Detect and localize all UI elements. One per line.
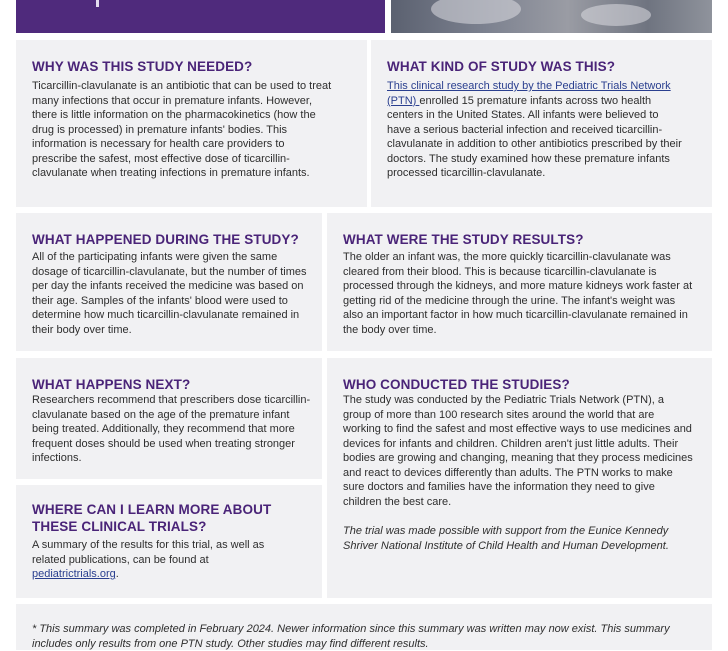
section-study-results: [327, 213, 712, 351]
section-body-text: enrolled 15 premature infants across two health centers in the United States. All infants were believed to have a serious bacterial infection and received ticarcillin-clavulanate in addition to other antibiotics prescribed by their doctors. The study examined how these premature infants processed ticarcillin-clavulanate.: [387, 94, 682, 179]
section-who-conducted: [327, 358, 712, 598]
pediatrictrials-link[interactable]: pediatrictrials.org: [32, 568, 116, 580]
section-body: Researchers recommend that prescribers dose ticarcillin-clavulanate based on the age of the premature infant being treated. Additionally, they recommend that more frequent doses should be used when treating stronger infections.: [32, 394, 311, 464]
section-heading: WHAT KIND OF STUDY WAS THIS?: [387, 59, 616, 74]
section-study-kind: [371, 40, 712, 207]
section-body: All of the participating infants were given the same dosage of ticarcillin-clavulanate, but the number of times per day the infants received the medicine was based on their age. Samples of the infants' blood were used to determine how much ticarcillin-clavulanate remained in their body over time.: [32, 251, 307, 336]
section-learn-more: [16, 485, 322, 598]
ptn-study-link[interactable]: This clinical research study by the Pediatric Trials Network (PTN): [387, 80, 671, 107]
section-body: The study was conducted by the Pediatric Trials Network (PTN), a group of more than 100 research sites around the world that are working to find the safest and most effective ways to use medicines and devices for infants and children. Children aren't just little adults. Their bodies are growing and changing, meaning that they process medicines and react to devices differently than adults. The PTN works to make sure doctors and families have the information they need to give children the best care.: [343, 394, 693, 508]
section-body: [387, 79, 683, 181]
section-body-text: A summary of the results for this trial, as well as related publications, can be found at: [32, 539, 265, 566]
section-body: [32, 538, 277, 582]
footnote-box: [16, 604, 712, 650]
section-heading: WHERE CAN I LEARN MORE ABOUT THESE CLINICAL TRIALS?: [32, 502, 272, 534]
footnote: * This summary was completed in February 2024. Newer information since this summary was written may now exist. This summary includes only results from one PTN study. Other studies may find different results.: [32, 623, 670, 650]
section-heading: WHAT WERE THE STUDY RESULTS?: [343, 232, 584, 247]
support-statement: The trial was made possible with support from the Eunice Kennedy Shriver National Institute of Child Health and Human Development.: [343, 525, 669, 552]
section-body-end: .: [115, 568, 119, 580]
section-what-next: [16, 358, 322, 479]
section-heading: WHO CONDUCTED THE STUDIES?: [343, 377, 570, 392]
section-heading: WHAT HAPPENS NEXT?: [32, 377, 191, 392]
section-study-needed: [16, 40, 367, 207]
section-study-happened: [16, 213, 322, 351]
banner-title-fragment: [96, 0, 99, 7]
section-body: The older an infant was, the more quickly ticarcillin-clavulanate was cleared from their blood. This is because ticarcillin-clavulanate is processed through the kidneys, and more mature kidneys work faster at getting rid of the medicine through the urine. The infant's weight was also an important factor in how much ticarcillin-clavulanate remained in the body over time.: [343, 251, 693, 336]
section-heading: WHY WAS THIS STUDY NEEDED?: [32, 59, 253, 74]
header-photo: [391, 0, 712, 33]
section-body: Ticarcillin-clavulanate is an antibiotic that can be used to treat many infections that occur in premature infants. However, there is little information on the pharmacokinetics (how the drug is processed) in premature infants' bodies. This information is necessary for health care providers to prescribe the safest, most effective dose of ticarcillin-clavulanate when treating infections in premature infants.: [32, 80, 332, 179]
header-banner: [16, 0, 385, 33]
section-heading: WHAT HAPPENED DURING THE STUDY?: [32, 232, 299, 247]
